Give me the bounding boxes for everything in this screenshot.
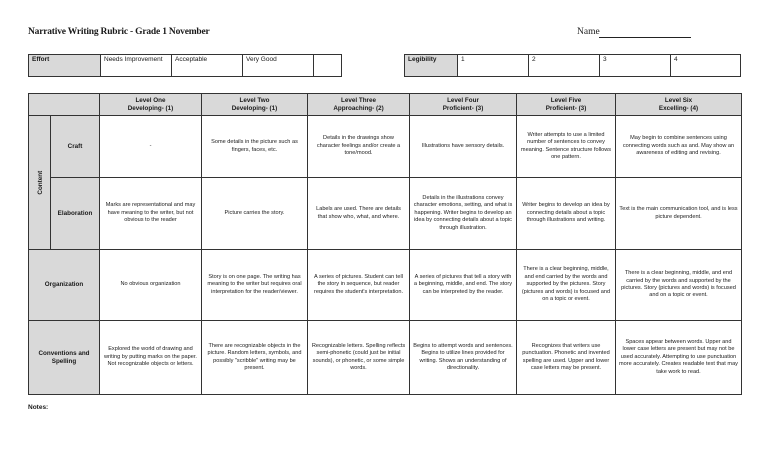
rubric-cell[interactable]: Picture carries the story. [202,178,308,250]
content-category-label: Content [37,170,45,195]
effort-option[interactable] [314,55,342,77]
row-header-craft: Craft [51,116,100,178]
corner-cell [29,94,100,116]
column-header-level-three [308,94,410,116]
rubric-cell[interactable]: Details in the drawings show character feelings and/or create a tone/mood. [308,116,410,178]
effort-label: Effort [29,55,101,77]
column-header-level-six [616,94,742,116]
rubric-cell[interactable]: Story is on one page. The writing has meaning to the writer but requires oral interpretation for the reader/viewer. [202,250,308,321]
rubric-cell[interactable]: Marks are representational and may have meaning to the writer, but not obvious to the reader [100,178,202,250]
column-header-title: Level Three [341,96,376,104]
column-header-level-five [517,94,616,116]
rubric-cell[interactable]: There is a clear beginning, middle, and end carried by the words and supported by the pictures. Story (pictures and words) is focused and on a topic or event. [517,250,616,321]
legibility-table [404,54,741,77]
effort-option[interactable]: Acceptable [172,55,243,77]
column-header-title: Level One [135,96,166,104]
legibility-label: Legibility [405,55,458,77]
column-header-level-two [202,94,308,116]
column-header-title: Level Six [664,96,693,104]
name-label: Name [577,27,600,37]
rubric-cell[interactable]: Recognizable letters. Spelling reflects semi-phonetic (could just be initial sounds), or phonetic, or some simple words. [308,321,410,395]
rubric-cell[interactable]: Text is the main communication tool, and is less picture dependent. [616,178,742,250]
rubric-cell[interactable]: Begins to attempt words and sentences. Begins to utilize lines provided for writing. Shows an understanding of directionality. [410,321,517,395]
column-header-score: Approaching- (2) [333,104,384,112]
legibility-option[interactable]: 1 [458,55,529,77]
column-header-score: Developing- (1) [127,104,174,112]
column-header-title: Level Two [239,96,270,104]
column-header-level-four [410,94,517,116]
rubric-cell[interactable]: Writer begins to develop an idea by connecting details about a topic through illustrations and writing. [517,178,616,250]
rubric-cell[interactable]: Writer attempts to use a limited number of sentences to convey meaning. Sentence structure follows one pattern. [517,116,616,178]
content-category-cell [29,116,51,250]
effort-table [28,54,342,77]
column-header-score: Developing- (1) [231,104,278,112]
row-header-conventions-and-spelling: Conventions and Spelling [29,321,100,395]
legibility-option[interactable]: 3 [600,55,671,77]
column-header-title: Level Four [447,96,479,104]
column-header-score: Excelling- (4) [658,104,699,112]
rubric-cell[interactable]: No obvious organization [100,250,202,321]
column-header-title: Level Five [550,96,582,104]
name-field-line[interactable] [599,37,691,38]
rubric-cell[interactable]: A series of pictures that tell a story with a beginning, middle, and end. The story can be interpreted by the reader. [410,250,517,321]
column-header-score: Proficient- (3) [545,104,587,112]
rubric-cell[interactable]: Explored the world of drawing and writing by putting marks on the paper. Not recognizable objects or letters. [100,321,202,395]
rubric-cell[interactable]: A series of pictures. Student can tell the story in sequence, but reader requires the student's interpretation. [308,250,410,321]
row-header-organization: Organization [29,250,100,321]
rubric-cell[interactable]: Labels are used. There are details that show who, what, and where. [308,178,410,250]
rubric-cell[interactable]: Spaces appear between words. Upper and lower case letters are present but may not be used accurately. Attempting to use punctuation more accurately. Creates readable text that may take work to read. [616,321,742,395]
rubric-cell[interactable]: Recognizes that writers use punctuation. Phonetic and invented spelling are used. Upper and lower case letters may be present. [517,321,616,395]
rubric-cell[interactable]: May begin to combine sentences using connecting words such as and. May show an awareness of editing and revising. [616,116,742,178]
rubric-cell[interactable]: Some details in the picture such as fingers, faces, etc. [202,116,308,178]
rubric-cell[interactable]: There is a clear beginning, middle, and end carried by the words and supported by the pictures. Story (pictures and words) is focused and on a topic or event. [616,250,742,321]
row-header-elaboration: Elaboration [51,178,100,250]
effort-option[interactable]: Needs Improvement [101,55,172,77]
column-header-level-one [100,94,202,116]
page-title: Narrative Writing Rubric - Grade 1 November [28,27,210,37]
legibility-option[interactable]: 2 [529,55,600,77]
rubric-cell[interactable]: - [100,116,202,178]
rubric-table [28,93,742,395]
effort-option[interactable]: Very Good [243,55,314,77]
legibility-option[interactable]: 4 [671,55,741,77]
rubric-cell[interactable]: Details in the illustrations convey character emotions, setting, and what is happening. Writer begins to develop an idea by connecting details about a topic through illustration. [410,178,517,250]
notes-label: Notes: [28,404,49,411]
rubric-cell[interactable]: There are recognizable objects in the picture. Random letters, symbols, and possibly "scribble" writing may be present. [202,321,308,395]
column-header-score: Proficient- (3) [442,104,484,112]
rubric-cell[interactable]: Illustrations have sensory details. [410,116,517,178]
